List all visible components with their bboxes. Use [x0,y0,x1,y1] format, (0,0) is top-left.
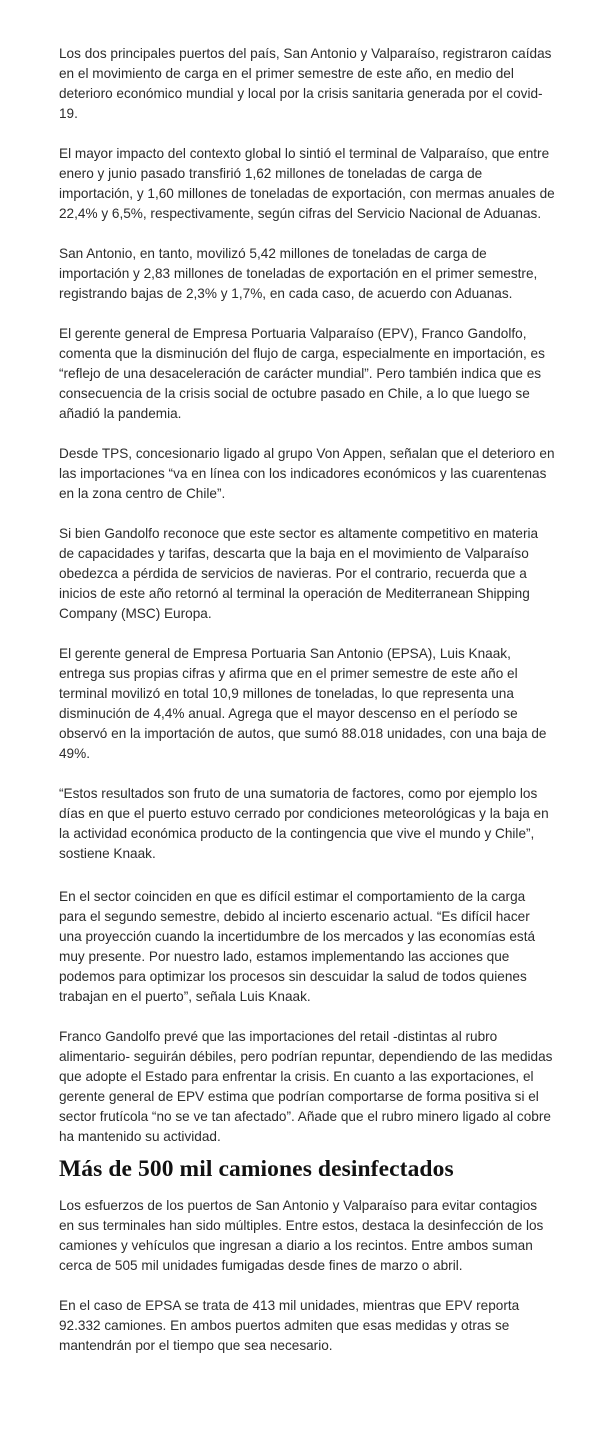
paragraph: El mayor impacto del contexto global lo sintió el terminal de Valparaíso, que entre enero y junio pasado transfirió 1,62 millones de toneladas de carga de importación, y 1,60 millones de toneladas de exportación, con mermas anuales de 22,4% y 6,5%, respectivamente, según cifras del Servicio Nacional de Aduanas. [59,146,555,221]
paragraph: Los esfuerzos de los puertos de San Antonio y Valparaíso para evitar contagios en sus terminales han sido múltiples. Entre estos, destaca la desinfección de los camiones y vehículos que ingresan a diario a los recintos. Entre ambos suman cerca de 505 mil unidades fumigadas desde fines de marzo o abril. [59,1198,544,1273]
paragraph-quote: “Estos resultados son fruto de una sumatoria de factores, como por ejemplo los días en que el puerto estuvo cerrado por condiciones meteorológicas y la baja en la actividad económica producto de la contingencia que vive el mundo y Chile”, sostiene Knaak. [59,786,549,861]
paragraph: El gerente general de Empresa Portuaria Valparaíso (EPV), Franco Gandolfo, comenta que la disminución del flujo de carga, especialmente en importación, es “reflejo de una desaceleración de carácter mundial”. Pero también indica que es consecuencia de la crisis social de octubre pasado en Chile, a lo que luego se añadió la pandemia. [59,326,545,421]
paragraph: En el caso de EPSA se trata de 413 mil unidades, mientras que EPV reporta 92.332 camiones. En ambos puertos admiten que esas medidas y otras se mantendrán por el tiempo que sea necesario. [59,1298,520,1353]
article-body [59,44,555,1376]
paragraph: En el sector coinciden en que es difícil estimar el comportamiento de la carga para el segundo semestre, debido al incierto escenario actual. “Es difícil hacer una proyección cuando la incertidumbre de los mercados y las economías está muy presente. Por nuestro lado, estamos implementando las acciones que podemos para optimizar los procesos sin descuidar la salud de todos quienes trabajan en el puerto”, señala Luis Knaak. [59,889,536,1004]
paragraph: Desde TPS, concesionario ligado al grupo Von Appen, señalan que el deterioro en las importaciones “va en línea con los indicadores económicos y las cuarentenas en la zona centro de Chile”. [59,446,555,501]
paragraph: Franco Gandolfo prevé que las importaciones del retail -distintas al rubro alimentario- seguirán débiles, pero podrían repuntar, dependiendo de las medidas que adopte el Estado para enfrentar la crisis. En cuanto a las exportaciones, el gerente general de EPV estima que podrían comportarse de forma positiva si el sector frutícola “no se ve tan afectado”. Añade que el rubro minero ligado al cobre ha mantenido su actividad. [59,1029,553,1144]
section-subheading: Más de 500 mil camiones desinfectados [59,1156,454,1182]
paragraph: Los dos principales puertos del país, San Antonio y Valparaíso, registraron caídas en el movimiento de carga en el primer semestre de este año, en medio del deterioro económico mundial y local por la crisis sanitaria generada por el covid-19. [59,46,552,121]
paragraph: Si bien Gandolfo reconoce que este sector es altamente competitivo en materia de capacidades y tarifas, descarta que la baja en el movimiento de Valparaíso obedezca a pérdida de servicios de navieras. Por el contrario, recuerda que a inicios de este año retornó al terminal la operación de Mediterranean Shipping Company (MSC) Europa. [59,526,539,621]
paragraph: San Antonio, en tanto, movilizó 5,42 millones de toneladas de carga de importación y 2,83 millones de toneladas de exportación en el primer semestre, registrando bajas de 2,3% y 1,7%, en cada caso, de acuerdo con Aduanas. [59,246,538,301]
paragraph: El gerente general de Empresa Portuaria San Antonio (EPSA), Luis Knaak, entrega sus propias cifras y afirma que en el primer semestre de este año el terminal movilizó en total 10,9 millones de toneladas, lo que representa una disminución de 4,4% anual. Agrega que el mayor descenso en el período se observó en la importación de autos, que sumó 88.018 unidades, con una baja de 49%. [59,646,547,761]
